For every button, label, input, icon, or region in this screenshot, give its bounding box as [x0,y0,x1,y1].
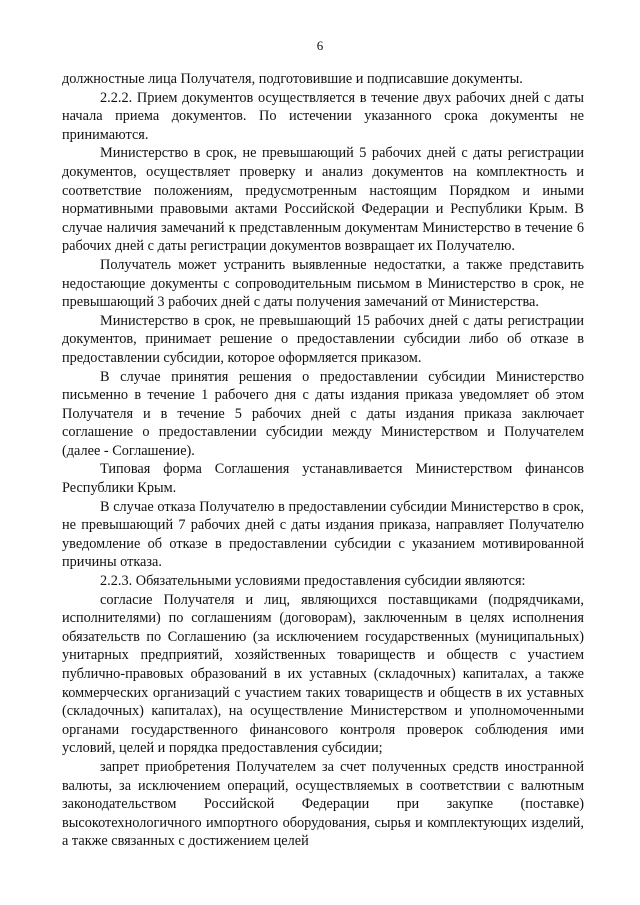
paragraph-continuation: должностные лица Получателя, подготовившие и подписавшие документы. [62,71,523,87]
paragraph-agreement: В случае принятия решения о предоставлении субсидии Министерство письменно в течение 1 рабочего дня с даты издания приказа уведомляет об этом Получателя и в течение 5 рабочих дней с даты издания приказа заключает соглашение о предоставлении субсидии между Министерством и Получателем (далее - Соглашение). [62,368,584,459]
paragraph-2-2-2: 2.2.2. Прием документов осуществляется в течение двух рабочих дней с даты начала приема документов. По истечении указанного срока документы не принимаются. [62,89,584,143]
paragraph-recipient-corrections: Получатель может устранить выявленные недостатки, а также представить недостающие документы с сопроводительным письмом в Министерство в срок, не превышающий 3 рабочих дней с даты получения замечаний от Министерства. [62,256,584,311]
paragraph-refusal: В случае отказа Получателю в предоставлении субсидии Министерство в срок, не превышающий 7 рабочих дней с даты издания приказа, направляет Получателю уведомление об отказе в предоставлении субсидии с указанием мотивированной причины отказа. [62,498,584,571]
paragraph-consent: согласие Получателя и лиц, являющихся поставщиками (подрядчиками, исполнителями) по соглашениям (договорам), заключенным в целях исполнения обязательств по Соглашению (за исключением государственных (муниципальных) унитарных предприятий, хозяйственных товариществ и обществ с участием публично-правовых образований в их уставных (складочных) капиталах, а также коммерческих организаций с участием таких товариществ и обществ в их уставных (складочных) капиталах), на осуществление Министерством и уполномоченными органами государственного финансового контроля проверок соблюдения ими условий, целей и порядка предоставления субсидии; [62,591,584,757]
page-number: 6 [316,38,324,53]
paragraph-currency-prohibition: запрет приобретения Получателем за счет полученных средств иностранной валюты, за исключением операций, осуществляемых в соответствии с валютным законодательством Российской Федерации при закупке (поставке) высокотехнологичного импортного оборудования, сырья и комплектующих изделий, а также связанных с достижением целей [62,758,584,850]
document-body [62,70,584,851]
paragraph-2-2-3: 2.2.3. Обязательными условиями предоставления субсидии являются: [100,573,526,590]
paragraph-ministry-review: Министерство в срок, не превышающий 5 рабочих дней с даты регистрации документов, осуществляет проверку и анализ документов на комплектность и соответствие положениям, предусмотренным настоящим Порядком и иными нормативными правовыми актами Российской Федерации и Республики Крым. В случае наличия замечаний к представленным документам Министерство в течение 6 рабочих дней с даты регистрации документов возвращает их Получателю. [62,145,584,255]
paragraph-standard-form: Типовая форма Соглашения устанавливается Министерством финансов Республики Крым. [62,461,584,497]
paragraph-ministry-decision: Министерство в срок, не превышающий 15 рабочих дней с даты регистрации документов, принимает решение о предоставлении субсидии либо об отказе в предоставлении субсидии, которое оформляется приказом. [62,312,584,366]
